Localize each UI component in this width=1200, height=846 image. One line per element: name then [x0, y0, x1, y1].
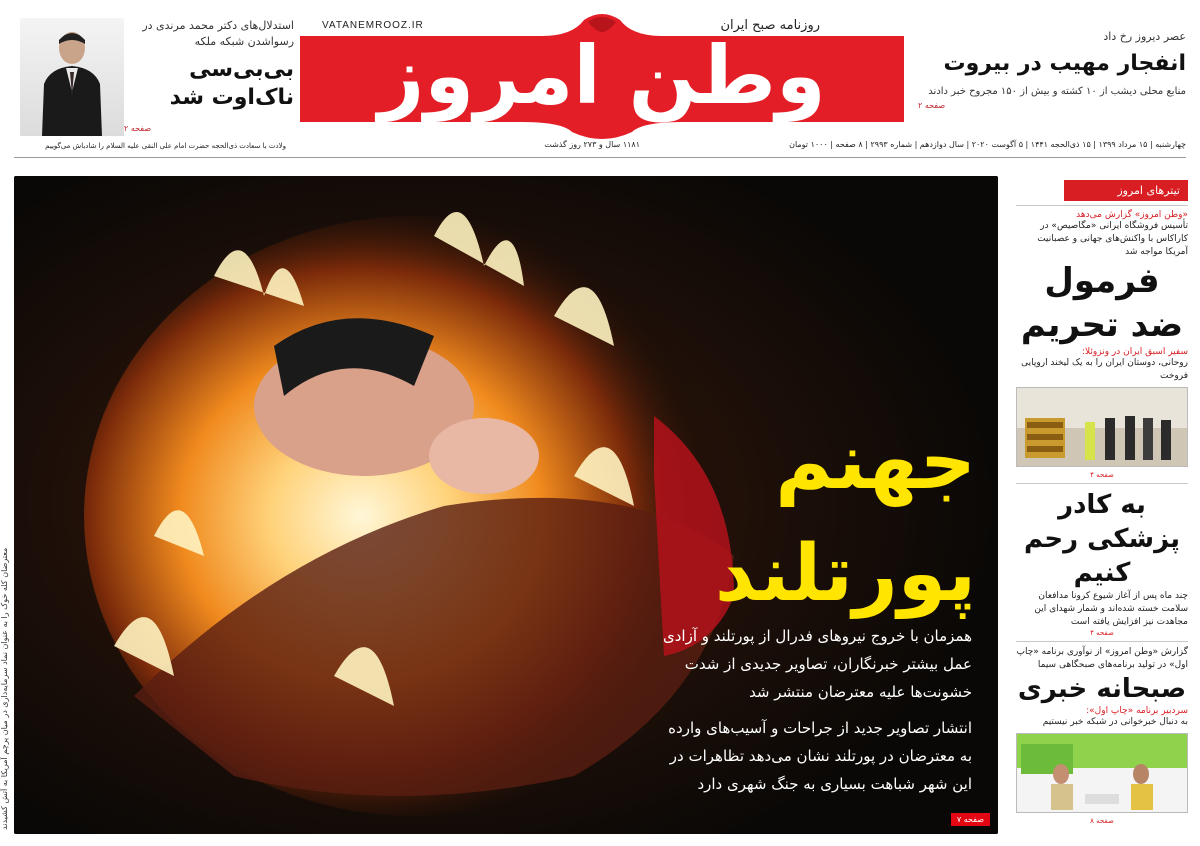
- sidebar-tag: تیترهای امروز: [1064, 180, 1188, 201]
- top-right-subhead: منابع محلی دیشب از ۱۰ کشته و بیش از ۱۵۰ مجروح خبر دادند: [928, 86, 1186, 97]
- store-photo: [1016, 387, 1188, 467]
- story-1-text: تأسیس فروشگاه ایرانی «مگاصیص» در کاراکاس با واکنش‌های جهانی و عصبانیت آمریکا مواجه شد: [1037, 221, 1188, 257]
- story-4-headline[interactable]: صبحانه خبری: [1017, 674, 1187, 704]
- main-lede-paragraph-1: همزمان با خروج نیروهای فدرال از پورتلند و آزادی عمل بیشتر خبرنگاران، تصاویر جدیدی از شدت خشونت‌ها علیه معترضان منتشر شد: [662, 627, 972, 701]
- supermarket-photo-icon: [1016, 388, 1187, 467]
- top-left-kicker: استدلال‌های دکتر محمد مرندی در رسوا‌شدن شبکه ملکه: [142, 19, 294, 48]
- masthead-divider: [14, 157, 1186, 158]
- person-portrait-icon: [40, 26, 104, 136]
- top-left-headline[interactable]: بی‌بی‌سی ناک‌اوت شد: [169, 57, 294, 110]
- main-headline[interactable]: جهنم پورتلند: [714, 417, 976, 619]
- main-page-ref: صفحه ۷: [951, 813, 990, 826]
- logo-wordmark: وطن امروز: [378, 29, 826, 122]
- tv-studio-photo: [1016, 733, 1188, 813]
- sidebar-divider: [1016, 641, 1188, 642]
- story-3-headline[interactable]: به کادر پزشکی رحم کنیم: [1023, 490, 1181, 588]
- top-left-page-ref: صفحه ۲: [124, 124, 152, 133]
- top-right-kicker: عصر دیروز رخ داد: [1103, 30, 1186, 43]
- story-4-kicker-2: سردبیر برنامه «چاپ اول»:: [1086, 706, 1188, 716]
- sidebar-story-3[interactable]: [1016, 488, 1188, 637]
- story-1-headline[interactable]: فرمول ضد تحریم: [1020, 261, 1184, 345]
- story-4-kicker: گزارش «وطن امروز» از نوآوری برنامه «چاپ اول» در تولید برنامه‌های صبحگاهی سیما: [1016, 647, 1188, 670]
- story-3-text: چند ماه پس از آغاز شیوع کرونا مدافعان سلامت خسته شده‌اند و شمار شهدای این مجاهدت نیز افزایش یافته است: [1034, 591, 1188, 627]
- main-lede: [652, 622, 972, 798]
- story-2-text: روحانی، دوستان ایران را به یک لیخند اروپایی فروخت: [1021, 358, 1188, 381]
- story-2-kicker: سفیر اسبق ایران در ونزوئلا:: [1082, 347, 1188, 357]
- sidebar-story-4[interactable]: [1016, 646, 1188, 825]
- years-passed-line: ۱۱۸۱ سال و ۲۷۳ روز گذشت: [544, 140, 640, 149]
- story-3-page-ref: صفحه ۴: [1090, 629, 1114, 637]
- headlines-sidebar: [1016, 180, 1188, 846]
- story-4-page-ref: صفحه ۸: [1090, 817, 1114, 825]
- main-lede-paragraph-2: انتشار تصاویر جدید از جراحات و آسیب‌های وارده به معترضان در پورتلند نشان می‌دهد تظاهرات در این شهر شباهت بسیاری به جنگ شهری دارد: [668, 719, 972, 793]
- top-right-story[interactable]: [918, 30, 1186, 110]
- top-right-headline[interactable]: انفجار مهیب در بیروت: [943, 51, 1186, 76]
- story-1-kicker: «وطن امروز» گزارش می‌دهد: [1076, 210, 1188, 220]
- story-1-page-ref: صفحه ۴: [1090, 471, 1114, 479]
- main-story[interactable]: [14, 176, 998, 834]
- newspaper-logo[interactable]: [292, 0, 912, 160]
- sidebar-divider: [1016, 483, 1188, 484]
- masthead: [0, 0, 1200, 160]
- dateline: چهارشنبه | ۱۵ مرداد ۱۳۹۹ | ۱۵ ذی‌الحجه ۱۴۴۱ | ۵ آگوست ۲۰۲۰ | سال دوازدهم | شماره ۲۹۹۳ | ۸ صفحه | ۱۰۰۰ تومان: [789, 140, 1186, 149]
- top-right-page-ref: صفحه ۲: [918, 101, 946, 110]
- story-4-text: به دنبال خبرخوانی در شبکه خبر نیستیم: [1042, 717, 1188, 727]
- sidebar-story-1[interactable]: [1016, 210, 1188, 479]
- tv-studio-photo-icon: [1016, 734, 1187, 813]
- photo-caption-vertical: معترضان کله خوک را به عنوان نماد سرمایه‌داری در میان پرچم آمریکا به آتش کشیدند: [0, 547, 9, 830]
- logo-tagline: روزنامه صبح ایران: [720, 18, 820, 33]
- slogan-line: ولادت با سعادت ذی‌الحجه حضرت امام علی النقی علیه السلام را شادباش می‌گوییم: [45, 142, 286, 150]
- sidebar-divider: [1016, 205, 1188, 206]
- logo-website: VATANEMROOZ.IR: [322, 20, 424, 31]
- top-left-photo: [20, 18, 124, 136]
- top-left-story[interactable]: [14, 10, 294, 134]
